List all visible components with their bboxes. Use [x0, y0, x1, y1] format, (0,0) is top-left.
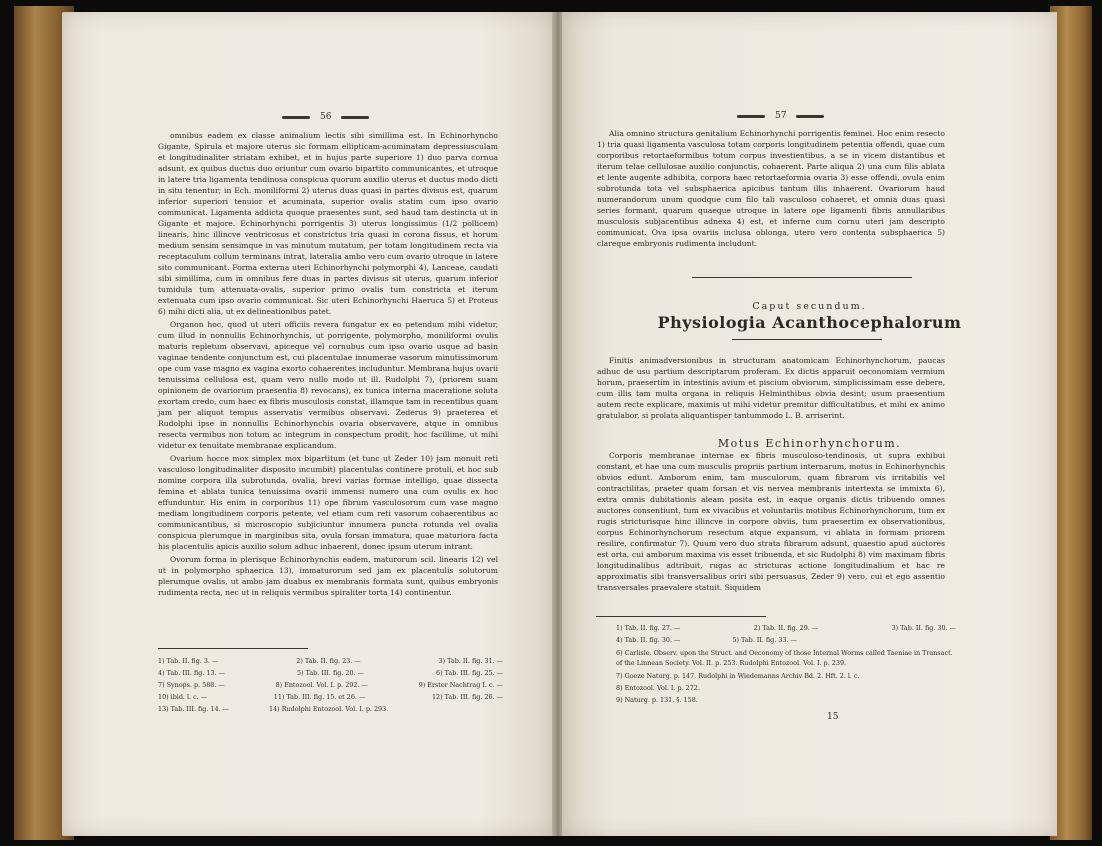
footnote: 5) Tab. III. fig. 20. — [297, 669, 364, 677]
footnote: 8) Entozool. Vol. I. p. 272. [616, 684, 700, 692]
paragraph: Finitis animadversionibus in structuram anatomicam Echinorhynchorum, paucas adhuc de usu partium descriptarum proferam. Ex dictis apparuit oeconomiam vermium horum, praesertim in intestinis avium et piscium obviorum, simplicissimam esse debere, cum illis tam multa organa in reliquis Helminthibus obvia desint; usum praesentium autem recte explicare, maximis ut mihi videtur premitur difficultatibus, et mihi ex animo gratulabor, si prolata aliquantisper tantummodo L. B. arriserint. [597, 356, 945, 420]
footnote: 14) Rudolphi Entozool. Vol. I. p. 293. [269, 705, 389, 713]
right-page [562, 12, 1057, 836]
motus-text [597, 450, 945, 595]
footnote: 3) Tab. II. fig. 31. — [438, 657, 503, 665]
left-body-text [158, 130, 498, 600]
footnote: 6) Carlisle. Observ. upon the Struct. and Oeconomy of those Internal Worms called Taeniae in Transact. of the Linnean Society. Vol. II. p. 253. Rudolphi Entozool. Vol. I. p. 239. [616, 649, 953, 667]
paragraph: Corporis membranae internae ex fibris musculoso-tendinosis, ut supra exhibui constant, et hae una cum musculis propriis partium internarum, motus in Echinorhynchis obvios edunt. Amborum enim, tam musculorum, quam fibrarum vis irritabilis vel contractilitas, praeter quam forsan et vis nervea membranis intertexta se immixta 6), extra omnis dubitationis aleam posita est, in eaque organis dictis tribuendo omnes auctores consentiunt, tum ex vivacibus et voluntariis motibus Echinorhynchorum, tum ex rugis stricturisque hinc illincve in corpore obviis, tum praesertim ex observationibus, corpus Echinorhynchorum resectum atque expansum, vi ablata in formam priorem resilire, confirmatur 7). Quum vero duo strata fibrarum adsunt, quaestio apud auctores est orta, cui amborum maxima vis esset tribuenda, et sic Rudolphi 8) vim maximam fibris longitudinalibus adtribuit, rugas ac stricturas actione longitudinalium et hac re approximatis sibi transversalibus oriri sibi persuasus, Zeder 9) vero, cui et ego assentio transversales praevalere statuit. Siquidem [597, 451, 945, 592]
footnote: 12) Tab. III. fig. 26. — [431, 693, 503, 701]
chapter-intro-text [597, 355, 945, 423]
footnote: 2) Tab. II. fig. 29. — [753, 624, 819, 632]
footnote-row [616, 622, 956, 634]
ornament-rule [282, 116, 310, 119]
right-footnotes [616, 622, 956, 706]
footnote: 8) Entozool. Vol. I. p. 292. — [275, 681, 368, 689]
footnote: 4) Tab. II. fig. 30. — [616, 636, 681, 644]
printer-signature: 15 [827, 712, 839, 722]
footnote: 1) Tab. II. fig. 27. — [616, 624, 681, 632]
section-subtitle: Motus Echinorhynchorum. [717, 437, 902, 450]
footnote-row [158, 679, 503, 691]
right-page-number: 57 [775, 111, 787, 121]
footnote: 6) Tab. III. fig. 25. — [436, 669, 503, 677]
footnote-row [158, 703, 503, 715]
footnote: 7) Synops. p. 588. — [158, 681, 225, 689]
paragraph: Ovorum forma in plerisque Echinorhynchis eadem, maturorum scil. linearis 12) vel ut in polymorpho sphaerica 13), immaturorum sed jam ex placentulis solutorum plerumque ovalis, ut ambo jam duabus ex membranis formata sunt, quibus embryonis rudimenta recta, nec ut in reliquis vermibus spiraliter torta 14) continentur. [158, 555, 498, 597]
footnote: 5) Tab. II. fig. 33. — [732, 636, 797, 644]
footnote: 4) Tab. III. fig. 13. — [158, 669, 225, 677]
paragraph: Ovarium hocce mox simplex mox bipartitum (et tunc ut Zeder 10) jam monuit reti vasculoso longitudinaliter disposito incumbit) placentulas continere protuli, et hoc sub nomine corpora illa subrotunda, ovalia, brevi varias formae intelligo, quae dissecta femina et ablata tunica tenuissima ovarii immensi numero una cum ovulis ex hoc effunduntur. His enim in corporibus 11) ope fibrum vasculosorum cum vase magno mediam longitudinem corporis petente, vel etiam cum reti vasorum cohaerentibus ac communicantibus, si microscopio subjiciuntur innumera puncta rotunda vel ovalia conspicua plerumque in marginibus sita, ovula forsan immatura, quae maturiora facta his placentulis apicis auxilio solum adhuc inhaerent, donec ipsum uterum intrant. [158, 454, 498, 551]
footnote: 7) Goeze Naturg. p. 147. Rudolphi in Wiedemanns Archiv Bd. 2. Hft. 2. l. c. [616, 672, 860, 680]
chapter-title: Physiologia Acanthocephalorum [657, 313, 962, 332]
footnote: 1) Tab. II. fig. 3. — [158, 657, 219, 665]
footnote: 11) Tab. III. fig. 15. et 26. — [273, 693, 366, 701]
ornament-rule [737, 115, 765, 118]
footnote: 2) Tab. II. fig. 23. — [296, 657, 361, 665]
right-intro-text [597, 128, 945, 251]
paragraph: omnibus eadem ex classe animalium lectis sibi simillima est. In Echinorhyncho Gigante, Spirula et majore uterus sic formam ellipticam-acuminatam depressiusculam et longitudinaliter striatam exhibet, et in hujus parte superiore 1) duo parva cornua adsunt, ex quibus ductus duo oriuntur cum ovario bipartito communicantes, et utroque in latere tria ligamenta tendinosa conspicua quorum auxilio uterus et ductus modo dicti in situ tenentur; in Ech. moniliformi 2) uterus duas quasi in partes divisus est, quarum inferior superiori tenuior et acuminata, superior ovalis statim cum ipso ovario communicat. Ligamenta addicta quoque praesentes sunt, sed haud tam destincta ut in Gigante et majore. Echinorhynchi porrigentis 3) uterus longissimus (1/2 pollicem) linearis, hinc illincve ventricosus et constrictus tria quasi in corona fissus, et horum medium sensim sensimque in vas minutum mutatum, per totam longitudinem recta via receptaculum collum terminans intrat, lateralia ambo vero cum ovario utroque in latere sito communicant. Forma externa uteri Echinorhynchi polymorphi 4), Lanceae, caudati sibi simillima, cum in omnibus fere duas in partes divisus sit uterus, quarum inferior tumidula tum attenuata-ovalis, superior primo ovalis tum constricta et iterum extenuata cum ipso ovario communicat. Sic uteri Echinorhynchi Haeruca 5) et Proteus 6) mihi dicti alia, ut ex delineationibus patet. [158, 131, 498, 316]
paragraph: Alia omnino structura genitalium Echinorhynchi porrigentis feminei. Hoc enim resecto 1) tria quasi ligamenta vasculosa totam corporis longitudinem petentia offendi, quae cum corporibus retortaeformibus totum corpus investientibus, a se in vicem distantibus et iterum telae cellulosae auxilio conjunctis, cohaerent. Parte aliqua 2) una cum filis ablata et lente augente adhibita, corpora haec retortaeformia ovaria 3) esse offendi, ovula enim subrotunda tota vel subsphaerica apicibus tantum illis inhaerent. Ovariorum haud numerandorum unum quodque cum filo tali vasculoso cohaeret, et omnia duas quasi series formant, quarum quaeque utroque in latere ope ligamenti fibris annullaribus musculosis subjacentibus adnexa 4) est, et inferne cum cornu uteri jam descripto communicat. Ova ipsa ovariis inclusa oblonga, utero vero contenta subsphaerica 5) clareque embryonis rudimenta includunt. [597, 129, 945, 248]
footnote-row [158, 691, 503, 703]
left-page-number: 56 [320, 112, 332, 122]
footnote-row [158, 667, 503, 679]
footnote: 13) Tab. III. fig. 14. — [158, 705, 230, 713]
ornament-rule [341, 116, 369, 119]
chapter-label: Caput secundum. [752, 301, 867, 312]
right-page-header [737, 111, 824, 121]
footnote-divider [596, 616, 766, 617]
paragraph: Organon hoc, quod ut uteri officiis revera fungatur ex eo petendum mihi videtur, cum illud in nonnullis Echinorhynchis, ut porrigente, polymorpho, moniliformi ovulis maturis repletum observavi, apiceque vel cornubus cum ipso ovario usque ad basin vaginae tendente conjunctum est, cui placentulae innumerae vasorum minutissimorum ope cum vase magno ex vagina exorto cohaerentes includuntur. Membrana hujus ovarii tenuissima cellulosa est, quam vero nullo modo ut ill. Rudolphi 7), (priorem suam opinionem de ovariorum praesentia 8) revocans), ex tunica interna maceratione soluta exortam credo, cum haec ex fibris musculosis constat, illamque tam in recentibus quam jam per aliquot tempus asservatis vermibus observavi. Zederus 9) praeterea et Rudolphi ipse in nonnullis Echinorhynchis ovaria observavere, atque in omnibus resecta vermibus non totum ac integrum in conspectum prodit, hoc facillime, ut mihi videtur ex tenuitate membranae explicandum. [158, 320, 498, 450]
footnote: 10) ibid. l. c. — [158, 693, 208, 701]
left-footnotes [158, 655, 503, 715]
ornament-rule [796, 115, 824, 118]
footnote: 3) Tab. II. fig. 30. — [891, 624, 956, 632]
footnote-divider [158, 648, 308, 649]
footnote-row [616, 634, 956, 646]
footnote-row [158, 655, 503, 667]
title-underline [732, 339, 882, 340]
section-separator [692, 277, 912, 278]
left-page-header [282, 112, 369, 122]
footnote: 9) Erster Nachtrag I. c. — [418, 681, 503, 689]
footnote: 9) Naturg. p. 131. §. 158. [616, 696, 698, 704]
left-page [62, 12, 554, 836]
